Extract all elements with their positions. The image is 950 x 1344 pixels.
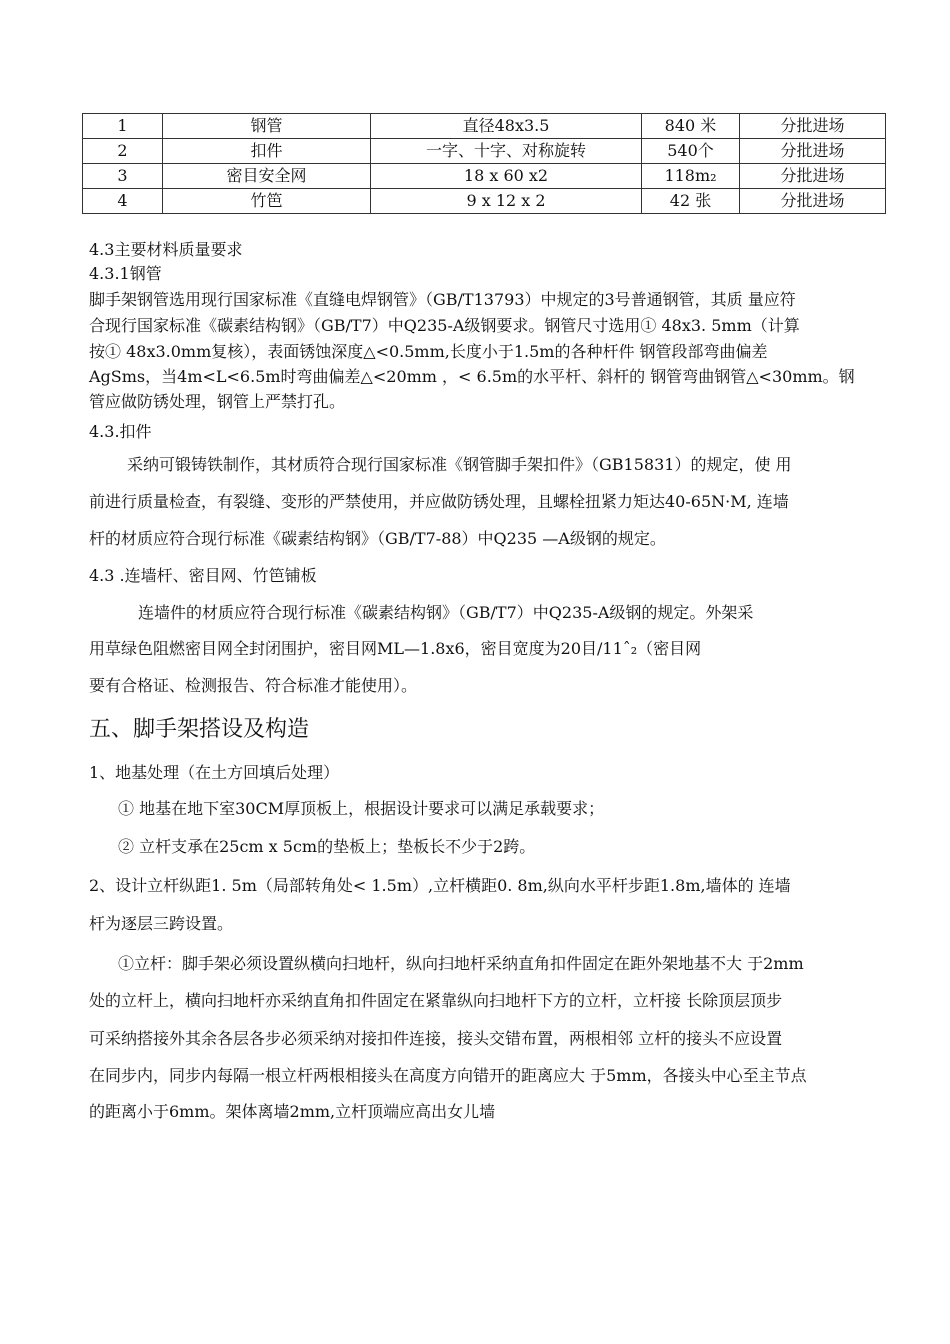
table-cell: 竹笆 [163,189,371,214]
paragraph-line: 处的立杆上，横向扫地杆亦采纳直角扣件固定在紧靠纵向扫地杆下方的立杆，立杆接 长除顶层顶步 [89,991,783,1010]
table-cell: 分批进场 [740,139,886,164]
table-cell: 3 [83,164,163,189]
table-cell: 分批进场 [740,114,886,139]
table-cell: 分批进场 [740,189,886,214]
paragraph-line: 杆的材质应符合现行标准《碳素结构钢》（GB/T7-88）中Q235 —A级钢的规定。 [89,529,666,548]
table-cell: 钢管 [163,114,371,139]
paragraph-line: 合现行国家标准《碳素结构钢》（GB/T7）中Q235-A级钢要求。钢管尺寸选用① 48x3. 5mm（计算 [89,316,800,335]
table-cell: 118m₂ [642,164,740,189]
table-cell: 18 x 60 x2 [371,164,642,189]
paragraph-line: ② 立杆支承在25cm x 5cm的垫板上；垫板长不少于2跨。 [118,837,536,856]
table-row [83,164,886,189]
paragraph-line: ①立杆：脚手架必须设置纵横向扫地杆，纵向扫地杆采纳直角扣件固定在距外架地基不大 于2mm [118,954,804,973]
table-row [83,189,886,214]
subsection-title: 4.3 .连墙杆、密目网、竹笆铺板 [89,566,317,585]
paragraph-line: ① 地基在地下室30CM厚顶板上，根据设计要求可以满足承载要求； [118,799,605,818]
table-row [83,139,886,164]
table-cell: 扣件 [163,139,371,164]
chapter-heading: 五、脚手架搭设及构造 [89,717,310,742]
subsection-title: 4.3.1钢管 [89,264,162,283]
table-cell: 密目安全网 [163,164,371,189]
paragraph-line: AgSms，当4m<L<6.5m时弯曲偏差△<20mm ，< 6.5m的水平杆、斜杆的 钢管弯曲钢管△<30mm。钢 [89,367,855,386]
paragraph-line: 的距离小于6mm。架体离墙2mm,立杆顶端应高出女儿墙 [89,1102,496,1121]
paragraph-line: 脚手架钢管选用现行国家标准《直缝电焊钢管》（GB/T13793）中规定的3号普通钢管，其质 量应符 [89,290,796,309]
paragraph-line: 在同步内，同步内每隔一根立杆两根相接头在高度方向错开的距离应大 于5mm，各接头中心至主节点 [89,1066,807,1085]
table-cell: 540个 [642,139,740,164]
materials-table [82,113,886,214]
table-cell: 42 张 [642,189,740,214]
paragraph-line: 2、设计立杆纵距1. 5m（局部转角处< 1.5m）,立杆横距0. 8m,纵向水平杆步距1.8m,墙体的 连墙 [89,876,791,895]
table-cell: 一字、十字、对称旋转 [371,139,642,164]
paragraph-line: 连墙件的材质应符合现行标准《碳素结构钢》（GB/T7）中Q235-A级钢的规定。外架采 [138,603,754,622]
table-row [83,114,886,139]
paragraph-line: 采纳可锻铸铁制作，其材质符合现行国家标准《钢管脚手架扣件》（GB15831）的规定，使 用 [127,455,792,474]
paragraph-line: 前进行质量检查，有裂缝、变形的严禁使用，并应做防锈处理，且螺栓扭紧力矩达40-65N·M, 连墙 [89,492,789,511]
table-cell: 分批进场 [740,164,886,189]
table-cell: 1 [83,114,163,139]
paragraph-line: 杆为逐层三跨设置。 [89,914,234,933]
subsection-title: 4.3.扣件 [89,422,152,441]
section-title: 4.3主要材料质量要求 [89,240,243,259]
paragraph-line: 按① 48x3.0mm复核），表面锈蚀深度△<0.5mm,长度小于1.5m的各种杆件 钢管段部弯曲偏差 [89,342,768,361]
table-cell: 4 [83,189,163,214]
table-cell: 840 米 [642,114,740,139]
paragraph-line: 管应做防锈处理，钢管上严禁打孔。 [89,392,346,411]
table-cell: 9 x 12 x 2 [371,189,642,214]
table-cell: 直径48x3.5 [371,114,642,139]
table-cell: 2 [83,139,163,164]
paragraph-line: 用草绿色阻燃密目网全封闭围护，密目网ML—1.8x6，密目宽度为20目/11ˆ₂（密目网 [89,639,702,658]
paragraph-line: 可采纳搭接外其余各层各步必须采纳对接扣件连接，接头交错布置，两根相邻 立杆的接头不应设置 [89,1029,783,1048]
item-title: 1、地基处理（在土方回填后处理） [89,763,340,782]
paragraph-line: 要有合格证、检测报告、符合标准才能使用）。 [89,676,418,695]
